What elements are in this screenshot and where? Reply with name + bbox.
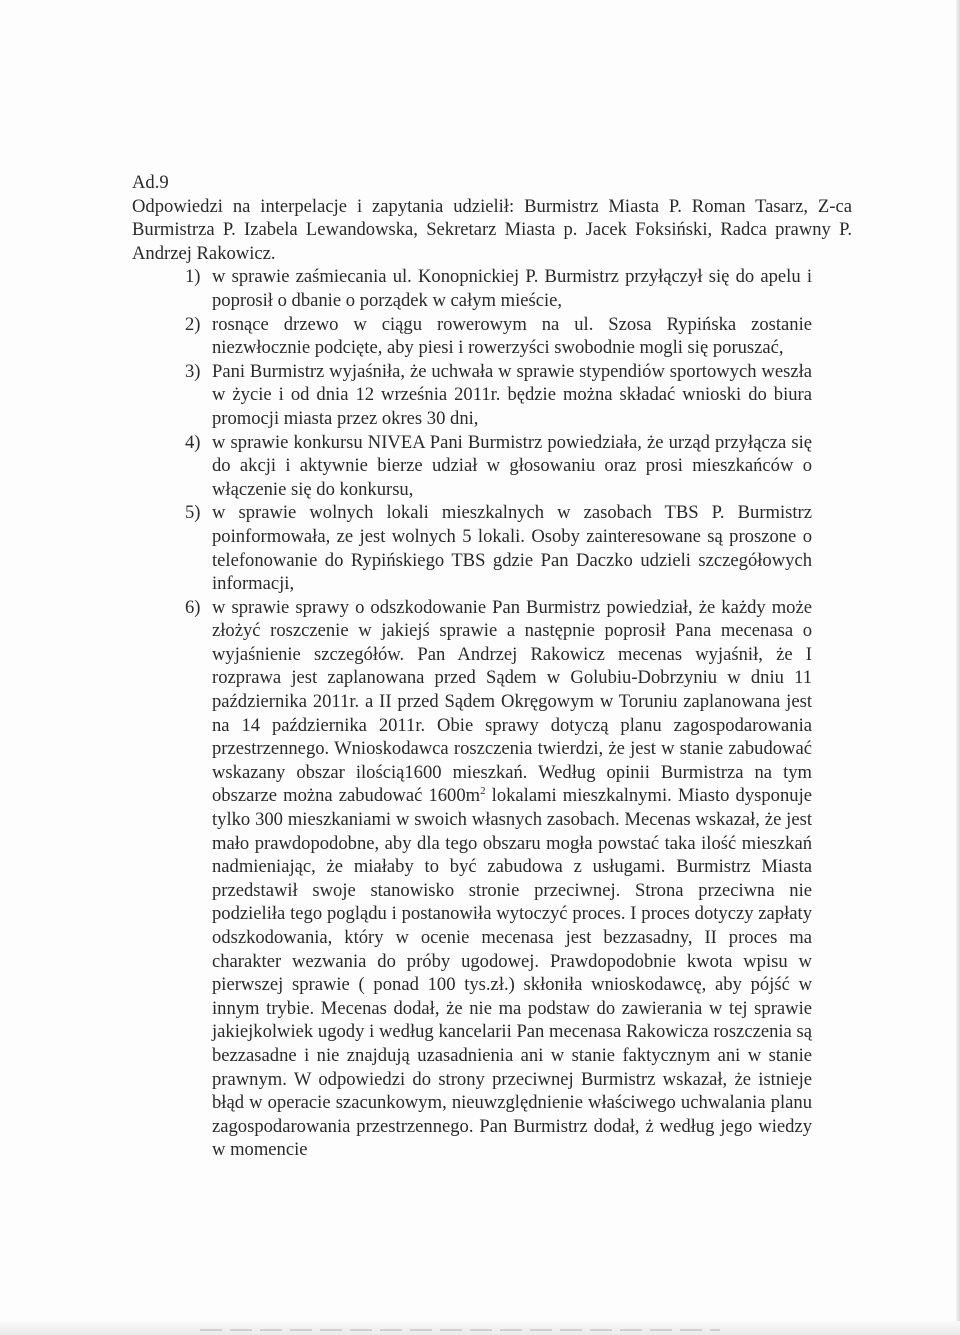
item-number: 5) <box>185 502 201 524</box>
item-text: rosnące drzewo w ciągu rowerowym na ul. Szosa Rypińska zostanie niezwłocznie podcięte, aby piesi i rowerzyści swobodnie mogli się poruszać, <box>212 313 812 359</box>
list-item-compensation <box>132 596 852 1162</box>
superscript-two: 2 <box>480 785 486 798</box>
item-number: 4) <box>185 431 201 453</box>
item-text: w sprawie konkursu NIVEA Pani Burmistrz powiedziała, że urząd przyłącza się do akcji i aktywnie bierze udział w głosowaniu oraz prosi mieszkańców o włączenie się do konkursu, <box>212 431 812 500</box>
item-text: w sprawie wolnych lokali mieszkalnych w zasobach TBS P. Burmistrz poinformowała, ze jest wolnych 5 lokali. Osoby zainteresowane są proszone o telefonowanie do Rypińskiego TBS gdzie Pan Daczko udzieli szczegółowych informacji, <box>212 502 812 595</box>
scan-edge-right <box>956 0 960 1335</box>
document-body <box>132 171 852 1162</box>
item-number: 3) <box>185 360 201 382</box>
item-text <box>212 596 812 1162</box>
intro-paragraph: Odpowiedzi na interpelacje i zapytania udzielił: Burmistrz Miasta P. Roman Tasarz, Z-ca Burmistrza P. Izabela Lewandowska, Sekretarz Miasta p. Jacek Foksiński, Radca prawny P. Andrzej Rakowicz. <box>132 195 852 264</box>
scan-edge-bottom <box>0 1321 960 1335</box>
item-text-part: w sprawie sprawy o odszkodowanie Pan Burmistrz powiedział, że każdy może złożyć roszczenie w jakiejś sprawie a następnie poprosił Pana mecenasa o wyjaśnienie szczegółów. Pan Andrzej Rakowicz mecenas wyjaśnił, że I rozprawa jest zaplanowana przed Sądem w Golubiu-Dobrzyniu w dniu 11 października 2011r. a II przed Sądem Okręgowym w Toruniu zaplanowana jest na 14 października 2011r. Obie sprawy dotyczą planu zagospodarowania przestrzennego. Wnioskodawca roszczenia twierdzi, że jest w stanie zabudować wskazany obszar ilością1600 mieszkań. Według opinii Burmistrza na tym obszarze można zabudować 1600m <box>212 596 812 807</box>
answers-list <box>132 265 852 1162</box>
item-number: 2) <box>185 313 201 335</box>
list-item <box>132 360 852 431</box>
item-text: Pani Burmistrz wyjaśniła, że uchwała w sprawie stypendiów sportowych weszła w życie i od dnia 12 września 2011r. będzie można składać wnioski do biura promocji miasta przez okres 30 dni, <box>212 360 812 429</box>
list-item <box>132 265 852 312</box>
item-number: 1) <box>185 266 201 288</box>
bottom-scan-marks <box>200 1329 720 1331</box>
list-item <box>132 501 852 595</box>
item-text-part: lokalami mieszkalnymi. Miasto dysponuje tylko 300 mieszkaniami w swoich własnych zasobach. Mecenas wskazał, że jest mało prawdopodobne, aby dla tego obszaru mogła powstać taka ilość mieszkań nadmieniając, że miałaby to być zabudowa z usługami. Burmistrz Miasta przedstawił swoje stanowisko stronie przeciwnej. Strona przeciwna nie podzieliła tego poglądu i postanowiła wytoczyć proces. I proces dotyczy zapłaty odszkodowania, który w ocenie mecenasa jest bezzasadny, II proces ma charakter wezwania do próby ugodowej. Prawdopodobnie kwota wpisu w pierwszej sprawie ( ponad 100 tys.zł.) skłoniła wnioskodawcę, aby pójść w innym trybie. Mecenas dodał, że nie ma podstaw do zawierania w tej sprawie jakiejkolwiek ugody i według kancelarii Pan mecenasa Rakowicza roszczenia są bezzasadne i nie znajdują uzasadnienia ani w stanie faktycznym ani w stanie prawnym. W odpowiedzi do strony przeciwnej Burmistrz wskazał, że istnieje błąd w operacie szacunkowym, nieuwzględnienie właściwego uchwalania planu zagospodarowania przestrzennego. Pan Burmistrz dodał, ż według jego wiedzy w momencie <box>212 785 812 1161</box>
item-text: w sprawie zaśmiecania ul. Konopnickiej P. Burmistrz przyłączył się do apelu i poprosił o dbanie o porządek w całym mieście, <box>212 266 812 311</box>
item-number: 6) <box>185 596 201 618</box>
section-heading: Ad.9 <box>132 172 169 193</box>
list-item <box>132 431 852 502</box>
list-item <box>132 313 852 360</box>
